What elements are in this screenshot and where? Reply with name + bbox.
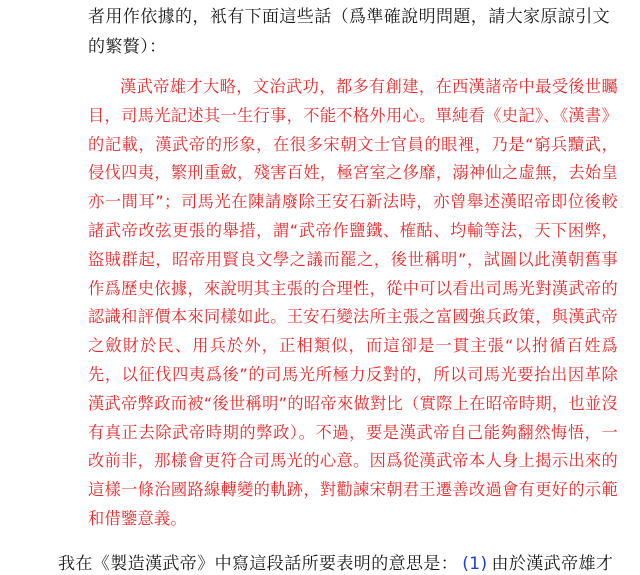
- outro-prefix: 我在《製造漢武帝》中寫這段話所要表明的意思是：: [58, 554, 459, 574]
- outro-suffix: 由於漢武帝雄才: [491, 554, 614, 574]
- outro-paragraph: [58, 549, 638, 575]
- list-number-marker: (1): [462, 554, 488, 574]
- quoted-passage: 漢武帝雄才大略，文治武功，都多有創建，在西漢諸帝中最受後世矚目，司馬光記述其一生行事，不能不格外用心。單純看《史記》、《漢書》的記載，漢武帝的形象，在很多宋朝文士官員的眼裡，乃是“窮兵黷武，侵伐四夷，繁刑重斂，殘害百姓，極宮室之侈靡，溺神仙之虛無，去始皇亦一間耳”；司馬光在陳請廢除王安石新法時，亦曾舉述漢昭帝即位後較諸武帝改弦更張的舉措，謂“武帝作鹽鐵、榷酤、均輸等法，天下困弊，盜賊群起，昭帝用賢良文學之議而罷之，後世稱明”，試圖以此漢朝舊事作爲歷史依據，來說明其主張的合理性，從中可以看出司馬光對漢武帝的認識和評價本來同樣如此。王安石變法所主張之富國強兵政策，與漢武帝之斂財於民、用兵於外，正相類似，而這卻是一貫主張“以拊循百姓爲先，以征伐四夷爲後”的司馬光所極力反對的，所以司馬光要抬出因革除漢武帝弊政而被“後世稱明”的昭帝來做對比（實際上在昭帝時期，也並沒有真正去除武帝時期的弊政）。不過，要是漢武帝自己能夠翻然悔悟，一改前非，那樣會更符合司馬光的心意。因爲從漢武帝本人身上揭示出來的這樣一條治國路線轉變的軌跡，對勸諫宋朝君王遷善改過會有更好的示範和借鑒意義。: [88, 77, 618, 528]
- intro-paragraph: 者用作依據的，衹有下面這些話（爲準確說明問題，請大家原諒引文的繁贅）：: [88, 7, 610, 57]
